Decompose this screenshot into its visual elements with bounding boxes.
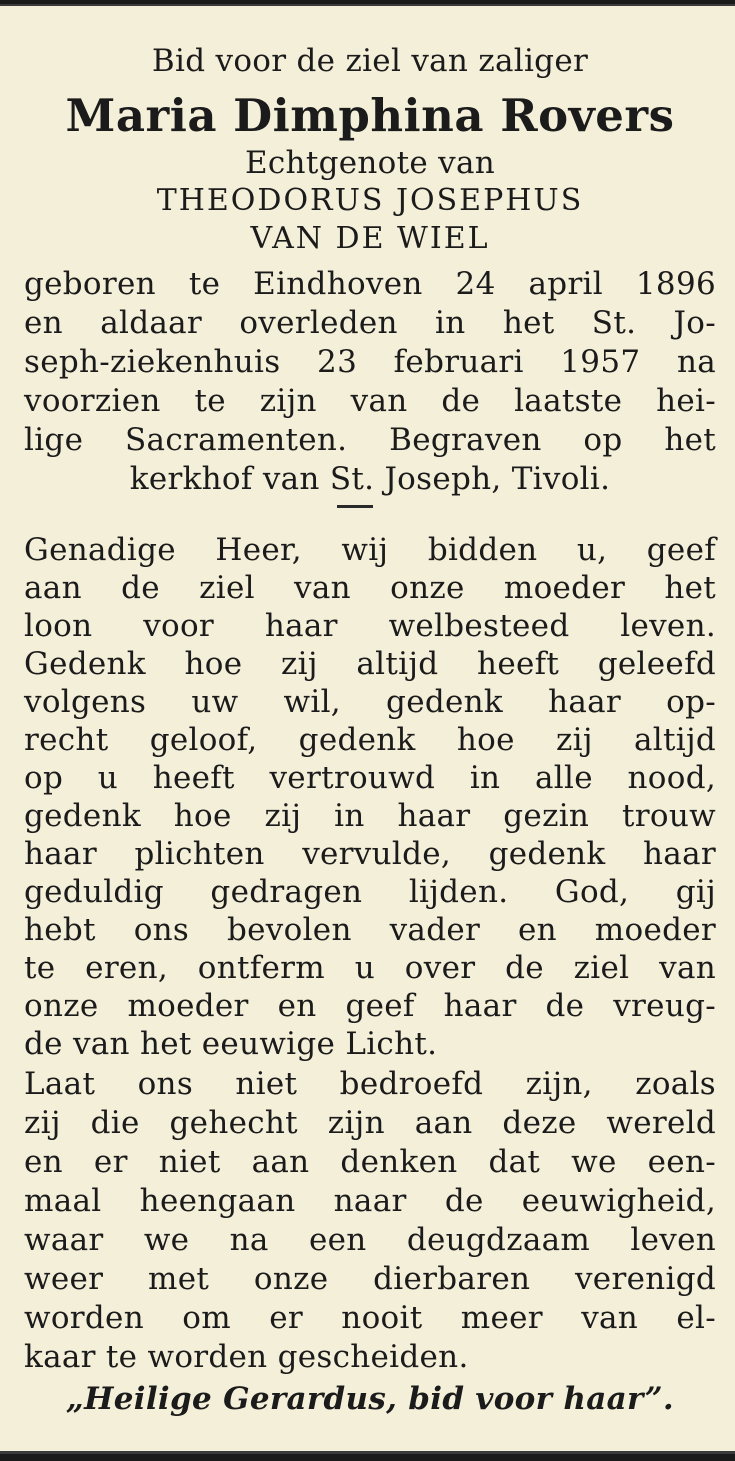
prayer-line: gedenk hoe zij in haar gezin trouw: [24, 798, 716, 834]
biography-line: lige Sacramenten. Begraven op het: [24, 422, 716, 458]
consolation-line: en er niet aan denken dat we een-: [24, 1144, 716, 1180]
prayer-line: geduldig gedragen lijden. God, gij: [24, 874, 716, 910]
deceased-name: Maria Dimphina Rovers: [65, 89, 675, 142]
spouse-intro: Echtgenote van: [244, 145, 496, 181]
consolation-line: zij die gehecht zijn aan deze wereld: [24, 1105, 716, 1141]
closing-invocation: „Heilige Gerardus, bid voor haar”.: [66, 1381, 674, 1417]
prayer-line: op u heeft vertrouwd in alle nood,: [24, 760, 716, 796]
spouse-name-line1: THEODORUS JOSEPHUS: [156, 183, 584, 218]
prayer-line: te eren, ontferm u over de ziel van: [24, 950, 716, 986]
intro-line: Bid voor de ziel van zaliger: [151, 43, 589, 79]
prayer-line: onze moeder en geef haar de vreug-: [24, 988, 716, 1024]
prayer-line: loon voor haar welbesteed leven.: [24, 608, 716, 644]
prayer-line: recht geloof, gedenk hoe zij altijd: [24, 722, 716, 758]
biography-line: geboren te Eindhoven 24 april 1896: [24, 266, 716, 302]
consolation-line: maal heengaan naar de eeuwigheid,: [24, 1183, 716, 1219]
prayer-line: de van het eeuwige Licht.: [24, 1026, 438, 1062]
consolation-line: worden om er nooit meer van el-: [24, 1300, 716, 1336]
prayer-line: Gedenk hoe zij altijd heeft geleefd: [24, 646, 716, 682]
prayer-line: Genadige Heer, wij bidden u, geef: [24, 532, 716, 568]
prayer-line: hebt ons bevolen vader en moeder: [24, 912, 716, 948]
consolation-line: waar we na een deugdzaam leven: [24, 1222, 716, 1258]
prayer-line: aan de ziel van onze moeder het: [24, 570, 716, 606]
section-divider: [337, 505, 373, 508]
consolation-line: weer met onze dierbaren verenigd: [24, 1261, 716, 1297]
prayer-line: volgens uw wil, gedenk haar op-: [24, 684, 716, 720]
memorial-card: [0, 4, 735, 1454]
consolation-line: Laat ons niet bedroefd zijn, zoals: [24, 1066, 716, 1102]
biography-line: seph-ziekenhuis 23 februari 1957 na: [24, 344, 716, 380]
consolation-line: kaar te worden gescheiden.: [24, 1339, 469, 1375]
spouse-name-line2: VAN DE WIEL: [250, 221, 490, 256]
prayer-line: haar plichten vervulde, gedenk haar: [24, 836, 716, 872]
biography-line: kerkhof van St. Joseph, Tivoli.: [129, 461, 611, 497]
biography-line: en aldaar overleden in het St. Jo-: [24, 305, 716, 341]
biography-line: voorzien te zijn van de laatste hei-: [24, 383, 716, 419]
